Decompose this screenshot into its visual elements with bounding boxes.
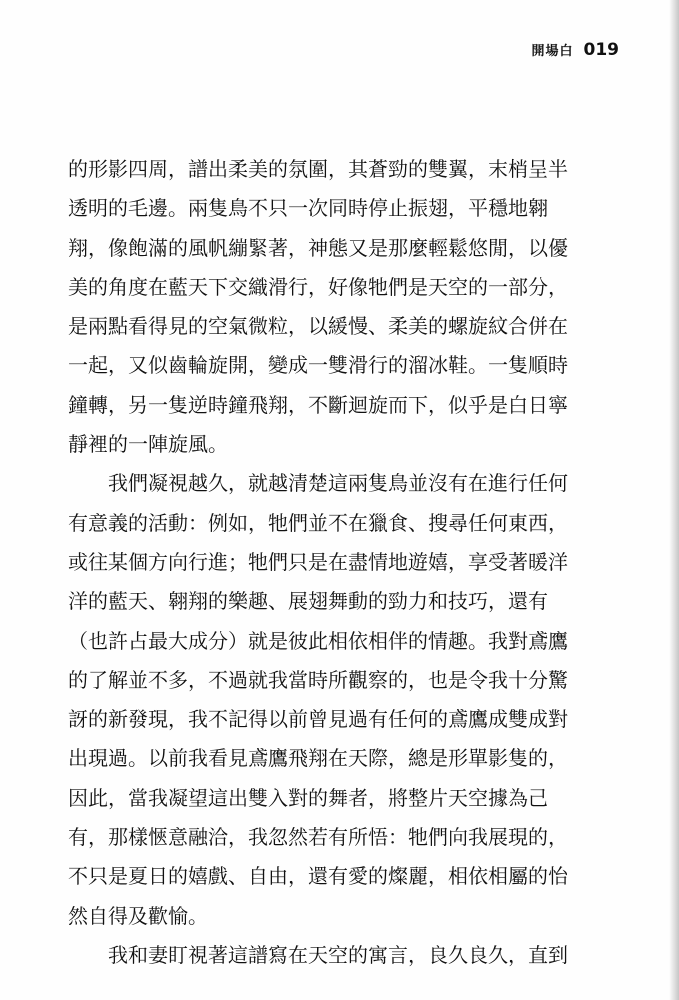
text-line: 因此，當我凝望這出雙入對的舞者，將整片天空據為己 [68, 785, 548, 810]
text-line: 靜裡的一陣旋風。 [68, 432, 228, 457]
text-line: 然自得及歡愉。 [68, 903, 208, 928]
paragraph-start-line: 我和妻盯視著這譜寫在天空的寓言，良久良久，直到 [108, 942, 568, 967]
text-line: 訝的新發現，我不記得以前曾見過有任何的鳶鷹成雙成對 [68, 707, 568, 732]
running-header [531, 40, 619, 60]
body-text [68, 150, 588, 975]
text-line: 是兩點看得見的空氣微粒，以緩慢、柔美的螺旋紋合併在 [68, 314, 568, 339]
text-line: 美的角度在藍天下交織滑行，好像牠們是天空的一部分， [68, 274, 568, 299]
text-line: 一起，又似齒輪旋開，變成一雙滑行的溜冰鞋。一隻順時 [68, 353, 568, 378]
text-line: 有，那樣愜意融洽，我忽然若有所悟：牠們向我展現的， [68, 825, 568, 850]
chapter-title: 開場白 [531, 44, 574, 59]
text-line: 不只是夏日的嬉戲、自由，還有愛的燦麗，相依相屬的怡 [68, 864, 568, 889]
text-line: 的形影四周，譜出柔美的氛圍，其蒼勁的雙翼，末梢呈半 [68, 157, 568, 181]
text-line: （也許占最大成分）就是彼此相依相伴的情趣。我對鳶鷹 [68, 628, 568, 653]
text-line: 出現過。以前我看見鳶鷹飛翔在天際，總是形單影隻的， [68, 746, 568, 771]
text-line: 洋的藍天、翱翔的樂趣、展翅舞動的勁力和技巧，還有 [68, 589, 548, 614]
text-line: 有意義的活動：例如，牠們並不在獵食、搜尋任何東西， [68, 510, 568, 535]
paragraph-start-line: 我們凝視越久，就越清楚這兩隻鳥並沒有在進行任何 [108, 471, 568, 496]
text-line: 透明的毛邊。兩隻鳥不只一次同時停止振翅，平穩地翱 [68, 196, 548, 221]
text-line: 翔，像飽滿的風帆繃緊著，神態又是那麼輕鬆悠閒，以優 [68, 235, 568, 260]
text-line: 的了解並不多，不過就我當時所觀察的，也是令我十分驚 [68, 667, 568, 692]
text-line: 鐘轉，另一隻逆時鐘飛翔，不斷迴旋而下，似乎是白日寧 [68, 392, 568, 417]
page-edge-shadow [669, 0, 679, 1000]
text-line: 或往某個方向行進；牠們只是在盡情地遊嬉，享受著暖洋 [68, 549, 568, 574]
page-number: 019 [583, 40, 619, 60]
